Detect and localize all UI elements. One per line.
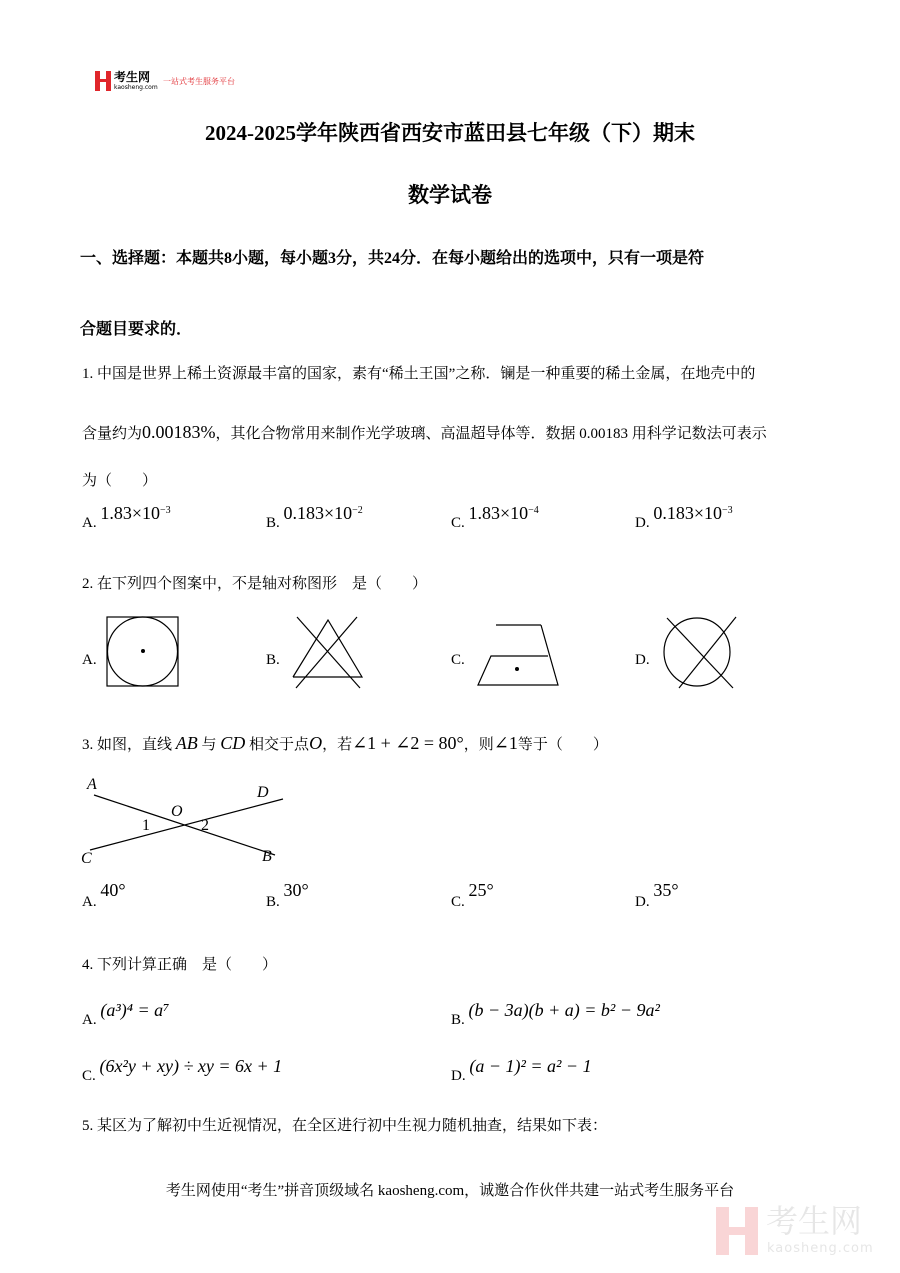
q1-text-pre: 含量约为 (82, 426, 143, 442)
option-label: D. (635, 894, 650, 910)
option-value: 30° (283, 880, 309, 900)
q2-option-c[interactable]: C. (451, 652, 465, 668)
q2-option-b[interactable]: B. (266, 652, 280, 668)
q1-text-post: ，其化合物常用来制作光学玻璃、高温超导体等．数据 0.00183 用科学记数法可表示 (215, 426, 767, 442)
watermark-subtext: kaosheng.com (767, 1241, 874, 1256)
line-cd (90, 799, 283, 850)
q3-text: ，则 (463, 737, 494, 753)
option-expr: (a − 1)² = a² − 1 (469, 1056, 592, 1076)
q1-math: 0.00183% (142, 422, 216, 442)
q1-text-line3: 为（ ） (82, 473, 158, 489)
q2-option-d[interactable]: D. (635, 652, 650, 668)
q3-text: 相交于点 (249, 737, 310, 753)
q4-option-d[interactable] (451, 1056, 592, 1084)
label-d: D (257, 784, 269, 801)
option-label: D. (451, 1068, 466, 1084)
section-heading: 一、选择题：本题共8小题，每小题3分，共24分．在每小题给出的选项中，只有一项是符 (80, 250, 705, 267)
option-value: 1.83×10 (100, 503, 160, 523)
q5-text: 5. 某区为了解初中生近视情况，在全区进行初中生视力随机抽查，结果如下表： (82, 1118, 608, 1134)
slogan: 一站式考生服务平台 (163, 77, 235, 86)
q4-option-a[interactable] (82, 1000, 170, 1028)
section-heading-cont: 合题目要求的． (80, 321, 193, 338)
option-value: 1.83×10 (468, 503, 529, 523)
q3-line-ab: AB (175, 733, 198, 753)
q1-text: 1. 中国是世界上稀土资源最丰富的国家，素有“稀土王国”之称．镧是一种重要的稀土金属，在地壳中的 (82, 366, 756, 382)
option-expr: (b − 3a)(b + a) = b² − 9a² (468, 1000, 660, 1020)
q3-point-o: O (309, 733, 323, 753)
logo-text: 考生网 (114, 70, 151, 84)
option-exp: −4 (528, 505, 539, 516)
option-expr: (6x²y + xy) ÷ xy = 6x + 1 (99, 1056, 283, 1076)
option-label: A. (82, 1012, 97, 1028)
page-title: 2024-2025学年陕西省西安市蓝田县七年级（下）期末 (205, 121, 695, 145)
option-label: A. (82, 894, 97, 910)
label-a: A (87, 776, 97, 793)
label-angle-2: 2 (201, 817, 209, 834)
q3-text: 等于（ ） (517, 737, 608, 753)
watermark-icon (716, 1207, 758, 1255)
option-exp: −3 (722, 505, 733, 516)
q4-option-c[interactable] (82, 1056, 283, 1084)
q3-option-d[interactable] (635, 880, 679, 910)
q3-text-pre: 3. 如图，直线 (82, 737, 173, 753)
q3-option-a[interactable] (82, 880, 126, 910)
label-b: B (262, 848, 272, 865)
page-subtitle: 数学试卷 (408, 183, 492, 207)
q4-text: 4. 下列计算正确 是（ ） (82, 957, 278, 973)
option-label: B. (451, 1012, 465, 1028)
label-angle-1: 1 (142, 817, 150, 834)
option-label: D. (635, 515, 650, 531)
option-value: 0.183×10 (283, 503, 353, 523)
logo-subtext: kaosheng.com (114, 84, 158, 91)
q3-option-b[interactable] (266, 880, 309, 910)
option-exp: −3 (160, 505, 171, 516)
q4-option-b[interactable] (451, 1000, 660, 1028)
option-value: 40° (100, 880, 126, 900)
option-value: 0.183×10 (653, 503, 722, 523)
option-value: 25° (468, 880, 494, 900)
footer-text: 考生网使用“考生”拼音顶级域名 kaosheng.com，诚邀合作伙伴共建一站式考生服务平台 (165, 1183, 735, 1199)
option-label: C. (451, 515, 465, 531)
q3-line-cd: CD (220, 733, 246, 753)
label-c: C (81, 850, 92, 867)
option-label: B. (266, 515, 280, 531)
option-expr: (a³)⁴ = a⁷ (100, 1000, 170, 1020)
q2-option-a[interactable]: A. (82, 652, 97, 668)
q3-condition: ∠1 + ∠2 = 80° (352, 733, 464, 753)
option-label: C. (451, 894, 465, 910)
option-label: C. (82, 1068, 96, 1084)
q3-text: ，若 (322, 737, 353, 753)
option-value: 35° (653, 880, 679, 900)
label-o: O (171, 803, 183, 820)
option-exp: −2 (352, 505, 363, 516)
option-label: B. (266, 894, 280, 910)
q3-angle: ∠1 (493, 733, 518, 753)
q3-text: 与 (201, 737, 217, 753)
option-label: A. (82, 515, 97, 531)
q2-text: 2. 在下列四个图案中，不是轴对称图形 是（ ） (82, 576, 428, 592)
q3-option-c[interactable] (451, 880, 494, 910)
watermark-text: 考生网 (766, 1202, 863, 1240)
